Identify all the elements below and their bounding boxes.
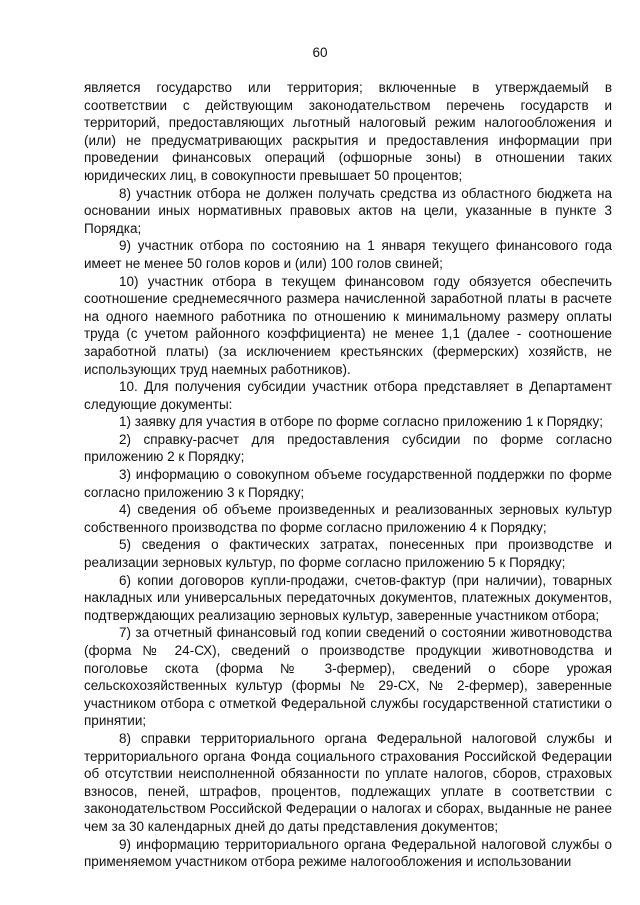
paragraph-condition-8: 8) участник отбора не должен получать средства из областного бюджета на основании иных нормативных правовых актов на цели, указанные в пункте 3 Порядка; xyxy=(84,185,612,236)
paragraph-document-6: 6) копии договоров купли-продажи, счетов-фактур (при наличии), товарных накладных или универсальных передаточных документов, платежных документов, подтверждающих реализацию зерновых культур, заверенные участником отбора; xyxy=(84,572,612,623)
paragraph-document-7: 7) за отчетный финансовый год копии сведений о состоянии животноводства (форма № 24-СХ), сведений о производстве продукции животноводства и поголовье скота (форма № 3-фермер), сведений о сборе урожая сельскохозяйственных культур (формы № 29-СХ, № 2-фермер), заверенные участником отбора с отметкой Федеральной службы государственной статистики о принятии; xyxy=(84,625,612,729)
paragraph-continuation: является государство или территория; включенные в утверждаемый в соответствии с действующим законодательством перечень государств и территорий, предоставляющих льготный налоговый режим налогообложения и (или) не предусматривающих раскрытия и предоставления информации при проведении финансовых операций (офшорные зоны) в отношении таких юридических лиц, в совокупности превышает 50 процентов; xyxy=(84,80,612,183)
paragraph-document-5: 5) сведения о фактических затратах, понесенных при производстве и реализации зерновых культур, по форме согласно приложению 5 к Порядку; xyxy=(84,537,612,571)
paragraph-document-8: 8) справки территориального органа Федеральной налоговой службы и территориального органа Фонда социального страхования Российской Федерации об отсутствии неисполненной обязанности по уплате налогов, сборов, страховых взносов, пеней, штрафов, процентов, подлежащих уплате в соответствии с законодательством Российской Федерации о налогах и сборах, выданные не ранее чем за 30 календарных дней до даты представления документов; xyxy=(84,730,612,834)
paragraph-condition-9: 9) участник отбора по состоянию на 1 января текущего финансового года имеет не менее 50 голов коров и (или) 100 голов свиней; xyxy=(84,238,612,271)
paragraph-document-1: 1) заявку для участия в отборе по форме согласно приложению 1 к Порядку; xyxy=(119,414,603,430)
paragraph-document-9: 9) информацию территориального органа Федеральной налоговой службы о применяемом участником отбора режиме налогообложения и использовании xyxy=(84,836,612,870)
paragraph-document-3: 3) информацию о совокупном объеме государственной поддержки по форме согласно приложению 3 к Порядку; xyxy=(84,467,612,500)
paragraph-section-10: 10. Для получения субсидии участник отбора представляет в Департамент следующие документы: xyxy=(84,379,612,412)
paragraph-document-2: 2) справку-расчет для предоставления субсидии по форме согласно приложению 2 к Порядку; xyxy=(84,431,612,465)
document-body xyxy=(84,79,612,871)
paragraph-document-4: 4) сведения об объеме произведенных и реализованных зерновых культур собственного производства по форме согласно приложению 4 к Порядку; xyxy=(84,502,612,535)
page-number: 60 xyxy=(312,45,328,60)
paragraph-condition-10: 10) участник отбора в текущем финансовом году обязуется обеспечить соотношение среднемесячного размера начисленной заработной платы в расчете на одного наемного работника по отношению к минимальному размеру оплаты труда (с учетом районного коэффициента) не менее 1,1 (далее - соотношение заработной платы) (за исключением крестьянских (фермерских) хозяйств, не использующих труд наемных работников). xyxy=(84,273,612,377)
